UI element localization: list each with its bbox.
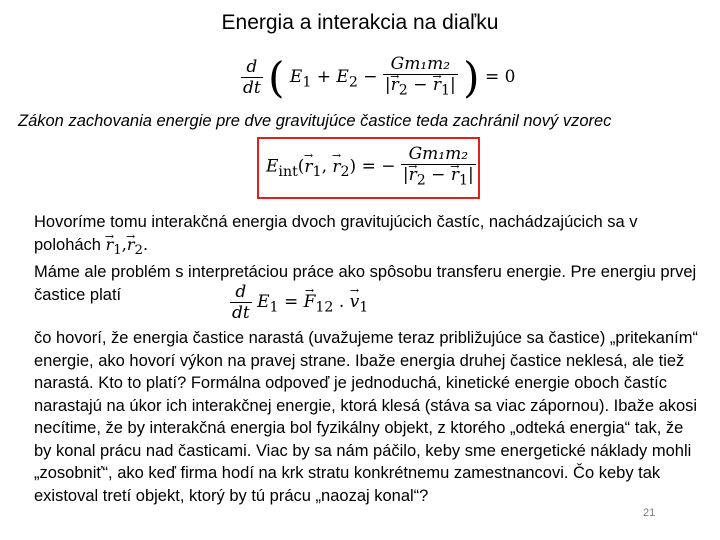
int-subscript: int — [278, 164, 298, 181]
comma: , — [321, 156, 333, 177]
r1-subscript: 1 — [113, 242, 122, 258]
equals: = — [278, 292, 304, 312]
e1-subscript: 1 — [269, 299, 279, 316]
intro-sentence: Zákon zachovania energie pre dve gravitujúce častice teda zachránil nový vzorec — [18, 112, 612, 130]
dt-symbol: dt — [243, 78, 261, 98]
e1-subscript: 1 — [302, 74, 312, 91]
dt-symbol: dt — [232, 303, 250, 323]
dot-operator: . — [333, 292, 350, 312]
slide-title: Energia a interakcia na diaľku — [221, 11, 499, 34]
left-paren: ( — [268, 53, 285, 102]
e1-symbol: E — [257, 292, 270, 312]
minus-sign: − — [363, 67, 383, 87]
r1-subscript: 1 — [458, 172, 468, 189]
time-derivative-operator — [230, 282, 252, 323]
paragraph-explanation: čo hovorí, že energia častice narastá (uvažujeme teraz približujúce sa častice) „pritekaním“ energie, ako hovorí výkon na pravej strane. Ibaže energia druhej častice neklesá, ale tiež narastá. Kto to platí? Formálna odpoveď je jednoduchá, kinetické energie oboch častíc narastajú na úkor ich interakčnej energie, ktorá klesá (stáva sa viac zápornou). Ibaže akosi necítime, že by interakčná energia bol fyzikálny objekt, z ktorého „odteká energia“ tak, že by konal prácu nad časticami. Viac by sa nám páčilo, keby sme energetické náklady mohli „zosobniť“, ako keď firma hodí na krk stratu konkrétnemu zamestnancovi. Čo keby tak existoval tretí objekt, ktorý by tú prácu „naozaj konal“? — [34, 329, 698, 505]
e2-subscript: 2 — [348, 74, 358, 91]
e-int-symbol: E — [266, 156, 279, 177]
interaction-fraction: $\frac{\text{Gm₁m₂}}{|\to r_2 - \to r_1|}$ — [401, 144, 476, 190]
r1-subscript: 1 — [441, 82, 451, 99]
v1-vector: → v — [350, 292, 360, 312]
den-minus: − — [425, 165, 451, 185]
numerator: Gm₁m₂ — [390, 54, 451, 75]
d-symbol: d — [235, 282, 247, 302]
equals-minus: = − — [356, 156, 396, 177]
plus-sign: + — [316, 67, 337, 87]
power-equation — [230, 282, 368, 323]
f12-vector: → F — [304, 292, 316, 312]
equals-zero: = 0 — [484, 67, 516, 87]
e2-symbol: E — [336, 67, 349, 87]
r2-vector: → r — [332, 157, 340, 177]
r2-vector: → r — [127, 234, 135, 257]
lparen: ( — [297, 156, 305, 177]
r2-vector: → r — [409, 165, 417, 185]
f12-subscript: 12 — [315, 299, 334, 316]
rparen: ) — [349, 156, 357, 177]
numerator: Gm₁m₂ — [408, 144, 469, 164]
d-symbol: d — [246, 57, 258, 77]
paragraph-problem: Máme ale problém s interpretáciou práce ako spôsobu transferu energie. Pre energiu prvej častice platí — [34, 263, 697, 304]
time-derivative-operator — [241, 57, 263, 98]
r2-subscript: 2 — [416, 172, 426, 189]
position-vectors — [105, 234, 149, 258]
r1-vector: → r — [451, 165, 459, 185]
page-number: 21 — [643, 507, 656, 519]
r2-vector: → r — [391, 75, 399, 95]
potential-fraction: $\frac{\text{Gm₁m₂}}{|\to r_2 - \to r_1|}$ — [383, 54, 458, 100]
r2-subscript: 2 — [134, 242, 143, 258]
paragraph-text: Hovoríme tomu interakčná energia dvoch gravitujúcich častíc, nachádzajúcich sa v polohách — [34, 213, 638, 254]
den-minus: − — [407, 75, 433, 96]
paragraph-interaction-energy — [34, 211, 699, 262]
comma: , — [121, 234, 127, 254]
r2-subscript: 2 — [398, 82, 408, 99]
e1-symbol: E — [289, 67, 303, 87]
energy-conservation-equation — [241, 53, 515, 102]
r1-vector: → r — [106, 234, 114, 257]
right-paren: ) — [463, 53, 480, 102]
r1-vector: → r — [304, 157, 312, 177]
r1-subscript: 1 — [312, 164, 322, 181]
r1-vector: → r — [433, 75, 441, 95]
r2-subscript: 2 — [340, 164, 350, 181]
interaction-energy-equation — [266, 144, 476, 190]
v1-subscript: 1 — [359, 299, 369, 316]
period: . — [142, 234, 149, 254]
